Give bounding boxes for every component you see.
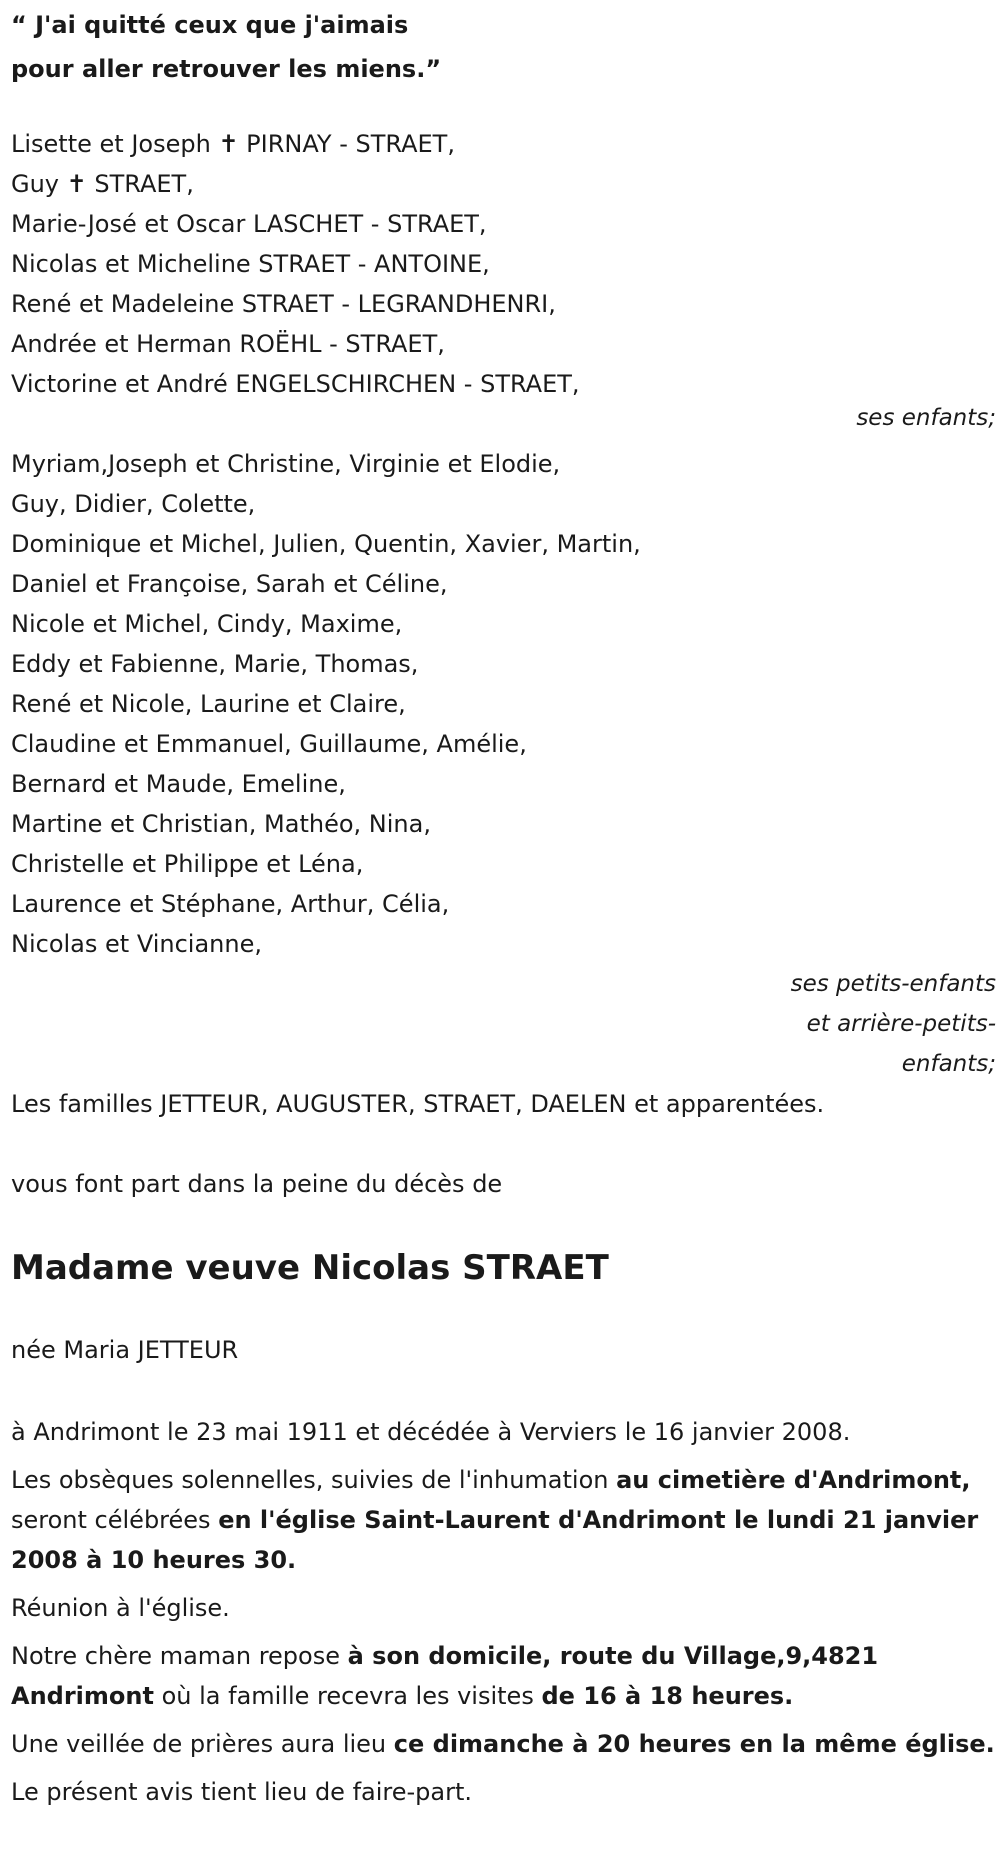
vigil-paragraph: Une veillée de prières aura lieu ce dimanche à 20 heures en la même église. [11,1730,995,1758]
meeting-line: Réunion à l'église. [11,1594,230,1622]
rest-paragraph: Notre chère maman repose à son domicile, route du Village,9,4821 Andrimont où la famille recevra les visites de 16 à 18 heures. [11,1642,879,1710]
grandchild-line: Claudine et Emmanuel, Guillaume, Amélie, [11,730,527,758]
deceased-name: Madame veuve Nicolas STRAET [11,1248,609,1288]
child-line: René et Madeleine STRAET - LEGRANDHENRI, [11,290,556,318]
grandchild-line: Daniel et Françoise, Sarah et Céline, [11,570,448,598]
grandchildren-label-line: ses petits-enfants [790,971,996,997]
grandchild-line: René et Nicole, Laurine et Claire, [11,690,406,718]
children-label: ses enfants; [856,405,996,431]
cross-icon: ✝ [218,130,239,158]
child-line: Marie-José et Oscar LASCHET - STRAET, [11,210,487,238]
grandchildren-list [11,444,996,1084]
funeral-paragraph: Les obsèques solennelles, suivies de l'inhumation au cimetière d'Andrimont, seront célébrées en l'église Saint-Laurent d'Andrimont le lundi 21 janvier 2008 à 10 heures 30. [11,1466,979,1574]
announcement-line: vous font part dans la peine du décès de [11,1170,503,1198]
grandchild-line: Nicole et Michel, Cindy, Maxime, [11,610,403,638]
children-list [11,124,996,438]
grandchild-line: Martine et Christian, Mathéo, Nina, [11,810,431,838]
cross-icon: ✝ [66,170,87,198]
grandchild-line: Bernard et Maude, Emeline, [11,770,346,798]
dates-line: à Andrimont le 23 mai 1911 et décédée à Verviers le 16 janvier 2008. [11,1418,851,1446]
quote-line-2: pour aller retrouver les miens.” [11,55,442,83]
child-line: Lisette et Joseph ✝ PIRNAY - STRAET, [11,124,996,164]
closing-line: Le présent avis tient lieu de faire-part. [11,1778,473,1806]
child-line: Andrée et Herman ROËHL - STRAET, [11,330,445,358]
grandchild-line: Eddy et Fabienne, Marie, Thomas, [11,650,419,678]
grandchildren-label-line: enfants; [901,1051,996,1077]
grandchild-line: Christelle et Philippe et Léna, [11,850,364,878]
families-line: Les familles JETTEUR, AUGUSTER, STRAET, DAELEN et apparentées. [11,1090,825,1118]
grandchild-line: Myriam,Joseph et Christine, Virginie et Elodie, [11,450,561,478]
birth-name: née Maria JETTEUR [11,1336,239,1364]
grandchildren-label-line: et arrière-petits- [806,1011,996,1037]
grandchild-line: Guy, Didier, Colette, [11,490,256,518]
quote-block [11,0,1000,94]
child-line: Nicolas et Micheline STRAET - ANTOINE, [11,250,490,278]
child-line: Victorine et André ENGELSCHIRCHEN - STRAET, [11,370,580,398]
grandchild-line: Dominique et Michel, Julien, Quentin, Xavier, Martin, [11,530,641,558]
child-line: Guy ✝ STRAET, [11,164,996,204]
quote-line-1: “ J'ai quitté ceux que j'aimais [11,11,409,39]
grandchild-line: Laurence et Stéphane, Arthur, Célia, [11,890,450,918]
grandchild-line: Nicolas et Vincianne, [11,930,262,958]
